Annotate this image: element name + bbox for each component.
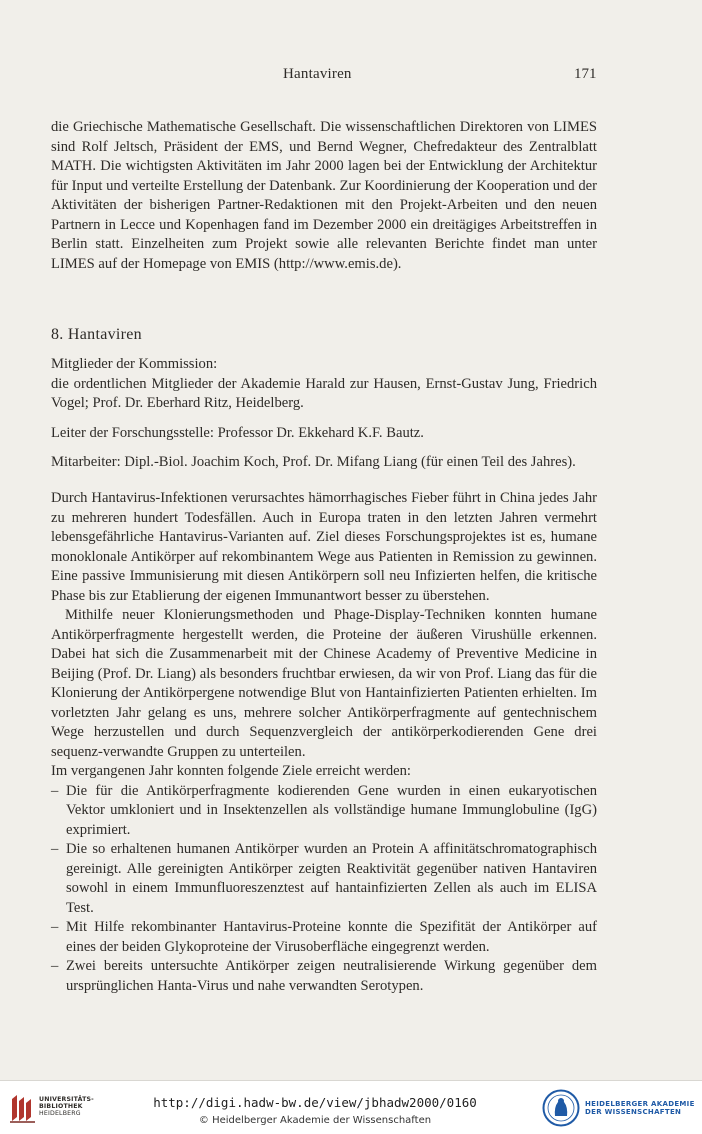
- library-line-1: UNIVERSITÄTS-: [39, 1096, 94, 1103]
- list-item-text: Die so erhaltenen humanen Antikörper wurden an Protein A affinitätschromatographisch gereinigt. Alle gereinigten Antikörper zeigten Reaktivität gegenüber nativen Hantaviren sowohl in einem Immunfluoreszenztest auf hantainfizierten Zellen als auch im ELISA Test.: [66, 841, 597, 916]
- staff-line: Mitarbeiter: Dipl.-Biol. Joachim Koch, Prof. Dr. Mifang Liang (für einen Teil des Jahres).: [51, 454, 576, 470]
- library-line-3: HEIDELBERG: [39, 1110, 81, 1117]
- list-item: [51, 918, 597, 957]
- digitization-footer: [0, 1080, 702, 1134]
- body-paragraph-2: Mithilfe neuer Klonierungsmethoden und Phage-Display-Techniken konnten humane Antikörperfragmente hergestellt werden, die Proteine der äußeren Virushülle erkennen. Dabei hat sich die Zusammenarbeit mit der Chinese Academy of Preventive Medicine in Beijing (Prof. Dr. Liang) als besonders fruchtbar erwiesen, da wir von Prof. Liang das für die Klonierung der Antikörpergene notwendige Blut von Hantainfizierten Patienten erhielten. Im vorletzten Jahr gelang es uns, mehrere solcher Antikörperfragmente auf gentechnischem Wege herzustellen und durch Sequenzvergleich der antikörperkodierenden Gene drei sequenz-verwandte Gruppen zu unterteilen.: [51, 607, 597, 760]
- list-item: [51, 782, 597, 841]
- list-item-text: Die für die Antikörperfragmente kodierenden Gene wurden in einen eukaryotischen Vektor umkloniert und in Insektenzellen als vollständige humane Immunglobuline (IgG) exprimiert.: [66, 782, 597, 838]
- list-item-text: Mit Hilfe rekombinanter Hantavirus-Proteine konnte die Spezifität der Antikörper auf eines der beiden Glykoproteine der Virusoberfläche eingegrenzt werden.: [66, 919, 597, 955]
- dash-bullet: –: [51, 919, 59, 935]
- list-item: [51, 957, 597, 996]
- academy-seal-icon: [542, 1089, 580, 1127]
- members-label: Mitglieder der Kommission:: [51, 356, 218, 372]
- leader-line: Leiter der Forschungsstelle: Professor Dr. Ekkehard K.F. Bautz.: [51, 425, 424, 441]
- academy-line-1: HEIDELBERGER AKADEMIE: [585, 1100, 695, 1108]
- library-line-2: BIBLIOTHEK: [39, 1103, 83, 1110]
- members-text: die ordentlichen Mitglieder der Akademie Harald zur Hausen, Ernst-Gustav Jung, Friedrich Vogel; Prof. Dr. Eberhard Ritz, Heidelberg.: [51, 375, 597, 411]
- dash-bullet: –: [51, 841, 59, 857]
- list-intro: Im vergangenen Jahr konnten folgende Ziele erreicht werden:: [51, 763, 411, 779]
- copyright-notice: © Heidelberger Akademie der Wissenschaften: [198, 1115, 432, 1126]
- permalink[interactable]: http://digi.hadw-bw.de/view/jbhadw2000/0160: [153, 1095, 477, 1110]
- body-paragraph-1: Durch Hantavirus-Infektionen verursachtes hämorrhagisches Fieber führt in China jedes Jahr zu mehreren hundert Todesfällen. Auch in Europa traten in den letzten Jahren vermehrt lebensgefährliche Hantavirus-Varianten auf. Ziel dieses Forschungsprojektes ist es, humane monoklonale Antikörper auf rekombinantem Wege aus Patienten in Remission zu gewinnen. Eine passive Immunisierung mit diesen Antikörpern soll neu Infizierten helfen, die kritische Phase bis zur Etablierung der eigenen Immunantwort besser zu überstehen.: [51, 490, 597, 604]
- dash-bullet: –: [51, 782, 59, 799]
- leader-block: [51, 424, 597, 444]
- academy-line-2: DER WISSENSCHAFTEN: [585, 1108, 682, 1116]
- running-header: [0, 66, 702, 86]
- intro-paragraph: die Griechische Mathematische Gesellschaft. Die wissenschaftlichen Direktoren von LIMES sind Rolf Jeltsch, Präsident der EMS, und Bernd Wegner, Chefredakteur des Zentralblatt MATH. Die wichtigsten Aktivitäten im Jahr 2000 lagen bei der Entwicklung der Architektur für Input und verteilte Erstellung der Datenbank. Zur Koordinierung der Kooperation und der Aktivitäten der bisherigen Partner-Redaktionen mit den Projekt-Arbeiten und den neuen Partnern in Lecce und Kopenhagen fand im Dezember 2000 ein dreitägiges Arbeitstreffen in Berlin statt. Einzelheiten zum Projekt sowie alle relevanten Berichte findet man unter LIMES auf der Homepage von EMIS (http://www.emis.de).: [51, 119, 597, 272]
- list-item: [51, 840, 597, 918]
- staff-block: [51, 453, 597, 473]
- page-number: 171: [574, 66, 597, 82]
- results-list: [51, 782, 597, 997]
- academy-name: [585, 1100, 695, 1116]
- commission-block: [51, 355, 597, 414]
- running-title: Hantaviren: [283, 66, 352, 82]
- intro-text-block: [51, 118, 597, 274]
- list-item-text: Zwei bereits untersuchte Antikörper zeigen neutralisierende Wirkung gegenüber dem ursprünglichen Hanta-Virus und nahe verwandten Serotypen.: [66, 958, 597, 994]
- body-text-block: [51, 489, 597, 996]
- section-heading: 8. Hantaviren: [51, 326, 142, 343]
- dash-bullet: –: [51, 958, 59, 974]
